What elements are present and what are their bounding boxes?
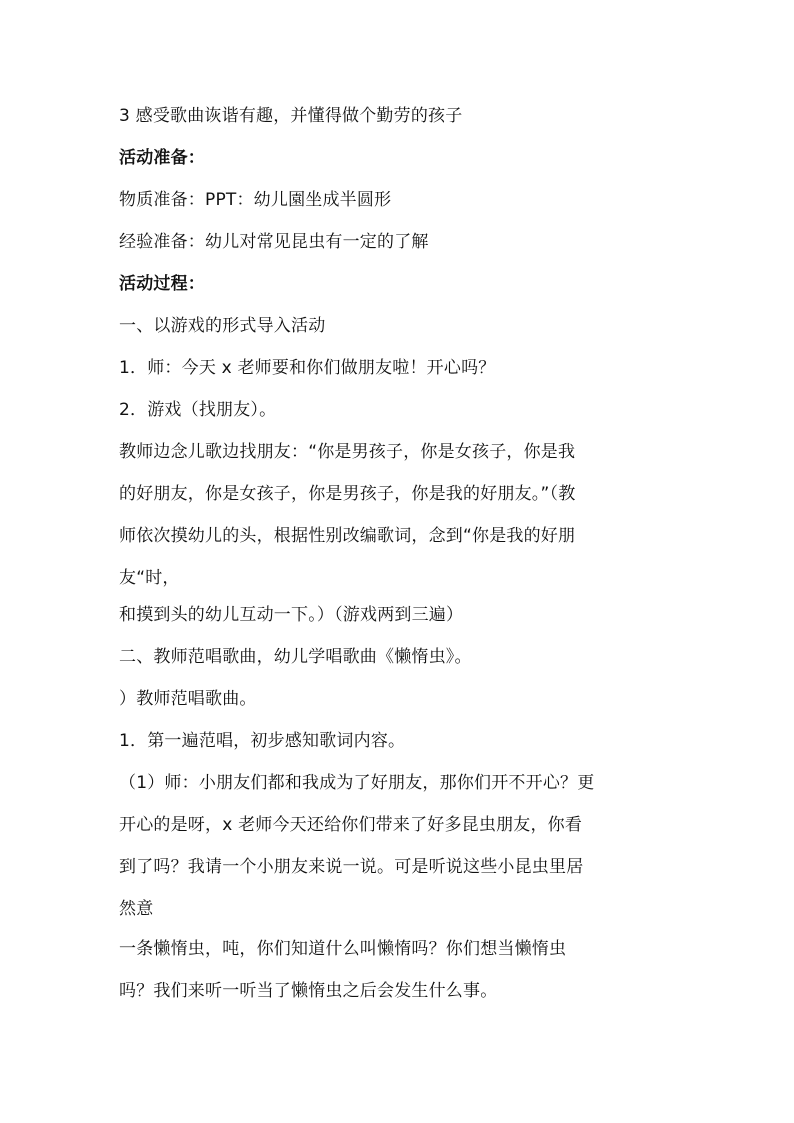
sub-step-item-1: 1．第一遍范唱，初步感知歌词内容。 [119, 731, 406, 751]
paragraph-line: 师依次摸幼儿的头，根据性别改编歌词，念到“你是我的好朋 [119, 526, 576, 546]
paragraph-line: 开心的是呀，x 老师今天还给你们带来了好多昆虫朋友，你看 [119, 815, 583, 835]
objective-line-3: 3 感受歌曲诙谐有趣，并懂得做个勤劳的孩子 [119, 106, 463, 126]
step-one-heading: 一、以游戏的形式导入活动 [119, 316, 326, 336]
paragraph-line: 然意 [119, 899, 154, 919]
paragraph-line: （1）师：小朋友们都和我成为了好朋友，那你们开不开心？更 [119, 773, 595, 793]
paragraph-line: 的好朋友，你是女孩子，你是男孩子，你是我的好朋友。”（教 [119, 484, 576, 504]
material-preparation-line: 物质准备：PPT：幼儿園坐成半圆形 [119, 190, 392, 210]
experience-preparation-line: 经验准备：幼儿对常见昆虫有一定的了解 [119, 232, 429, 252]
sub-step-heading: ）教师范唱歌曲。 [119, 689, 257, 709]
step-two-heading: 二、教师范唱歌曲，幼儿学唱歌曲《懒惰虫》。 [119, 647, 472, 667]
paragraph-line: 一条懒惰虫，吨，你们知道什么叫懒惰吗？你们想当懒惰虫 [119, 939, 567, 959]
paragraph-line: 到了吗？我请一个小朋友来说一说。可是听说这些小昆虫里居 [119, 857, 584, 877]
section-heading-process: 活动过程： [119, 274, 205, 294]
paragraph-line: 友“时， [119, 568, 180, 588]
step-one-item-1: 1．师：今天 x 老师要和你们做朋友啦！开心吗？ [119, 358, 496, 378]
paragraph-line: 教师边念儿歌边找朋友：“你是男孩子，你是女孩子，你是我 [119, 442, 576, 462]
section-heading-preparation: 活动准备： [119, 148, 205, 168]
paragraph-line: 吗？我们来听一听当了懒惰虫之后会发生什么事。 [119, 981, 498, 1001]
paragraph-line: 和摸到头的幼儿互动一下。）（游戏两到三遍） [119, 605, 464, 625]
step-one-item-2: 2．游戏（找朋友）。 [119, 400, 277, 420]
